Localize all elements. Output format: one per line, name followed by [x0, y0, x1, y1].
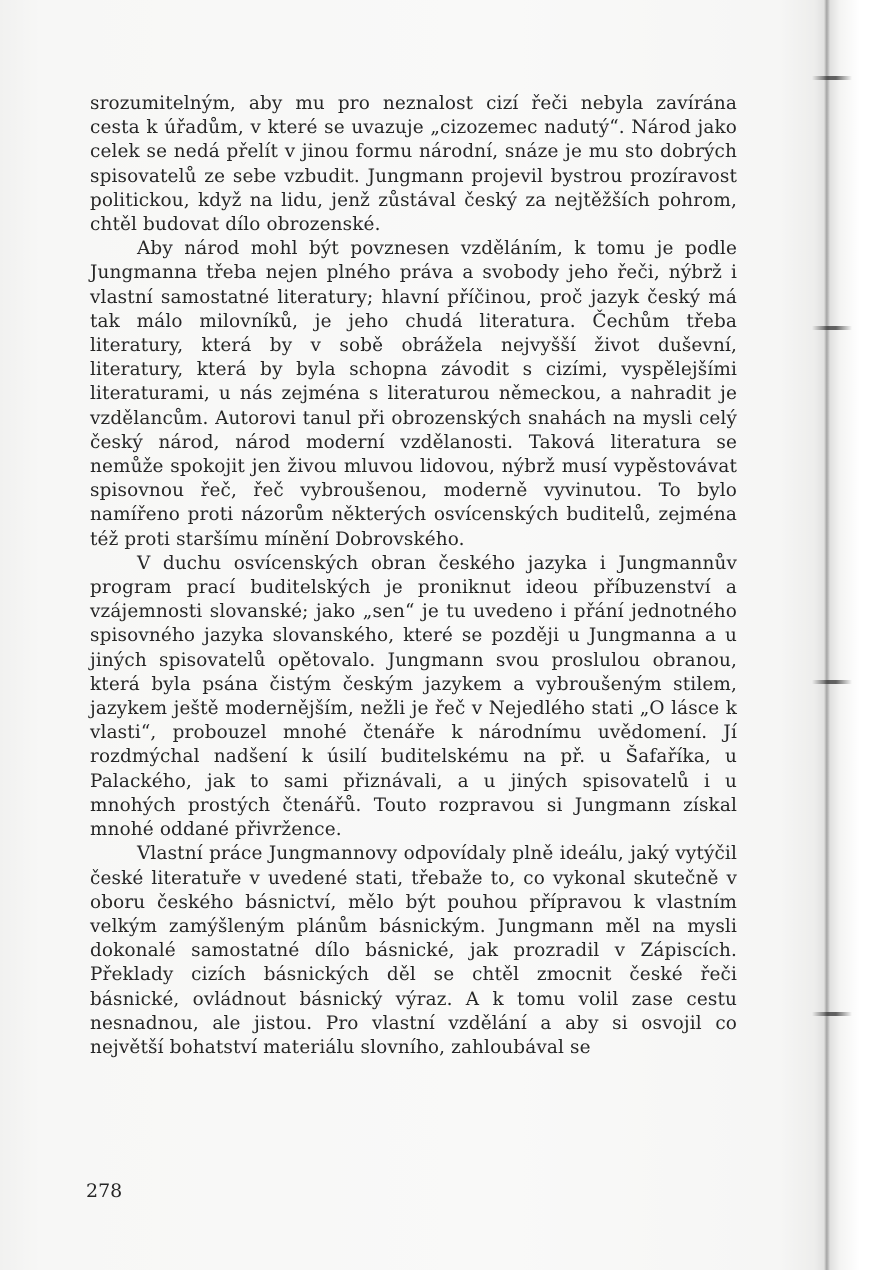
page-number: 278 [86, 1180, 123, 1202]
paragraph-literature-need: Aby národ mohl být povznesen vzděláním, k tomu je podle Jungmanna třeba nejen plného práva a svobody jeho řeči, nýbrž i vlastní samostatné literatury; hlavní příčinou, proč jazyk český má tak málo milovníků, je jeho chudá literatura. Čechům třeba literatury, která by v sobě obrážela nejvyšší život duševní, literatury, která by byla schopna závodit s cizími, vyspělejšími literaturami, u nás zejména s literaturou německou, a nahradit je vzdělancům. Autorovi tanul při obrozenských snahách na mysli celý český národ, národ moderní vzdělanosti. Taková literatura se nemůže spokojit jen živou mluvou lidovou, nýbrž musí vypěstovávat spisovnou řeč, řeč vybroušenou, moderně vyvinutou. To bylo namířeno proti názorům některých osvícenských buditelů, zejména též proti staršímu mínění Dobrovského. [90, 238, 737, 550]
paragraph-slavic-reciprocity: V duchu osvícenských obran českého jazyka i Jungmannův program prací buditelských je proniknut ideou příbuzenství a vzájemnosti slovanské; jako „sen“ je tu uvedeno i přání jednotného spisovného jazyka slovanského, které se později u Jungmanna a u jiných spisovatelů opětovalo. Jungmann svou proslulou obranou, která byla psána čistým českým jazykem a vybroušeným stilem, jazykem ještě modernějším, nežli je řeč v Nejedlého stati „O lásce k vlasti“, probouzel mnohé čtenáře k národnímu uvědomení. Jí rozdmýchal nadšení k úsilí buditelskému na př. u Šafaříka, u Palackého, jak to sami přiznávali, a u jiných spisovatelů i u mnohých prostých čtenářů. Touto rozpravou si Jungmann získal mnohé oddané přivržence. [90, 552, 737, 841]
binding-stitch-mark [812, 76, 852, 80]
page-fold-shadow [824, 0, 830, 1270]
binding-stitch-mark [812, 680, 852, 684]
paragraph-continued: srozumitelným, aby mu pro neznalost cizí řeči nebyla zavírána cesta k úřadům, v které se uvazuje „cizozemec nadutý“. Národ jako celek se nedá přelít v jinou formu národní, snáze je mu sto dobrých spisovatelů ze sebe vzbudit. Jungmann projevil bystrou prozíravost politickou, když na lidu, jenž zůstával český za nejtěžších pohrom, chtěl budovat dílo obrozenské. [90, 93, 737, 236]
paragraph-jungmann-works: Vlastní práce Jungmannovy odpovídaly plně ideálu, jaký vytýčil české literatuře v uvedené stati, třebaže to, co vykonal skutečně v oboru českého básnictví, mělo být pouhou přípravou k vlastním velkým zamýšleným plánům básnickým. Jungmann měl na mysli dokonalé samostatné dílo básnické, jak prozradil v Zápiscích. Překlady cizích básnických děl se chtěl zmocnit české řeči básnické, ovládnout básnický výraz. A k tomu volil zase cestu nesnadnou, ale jistou. Pro vlastní vzdělání a aby si osvojil co největší bohatství materiálu slovního, zahloubával se [90, 843, 737, 1058]
body-text [90, 92, 737, 1060]
binding-stitch-mark [812, 326, 852, 330]
binding-stitch-mark [812, 1012, 852, 1016]
